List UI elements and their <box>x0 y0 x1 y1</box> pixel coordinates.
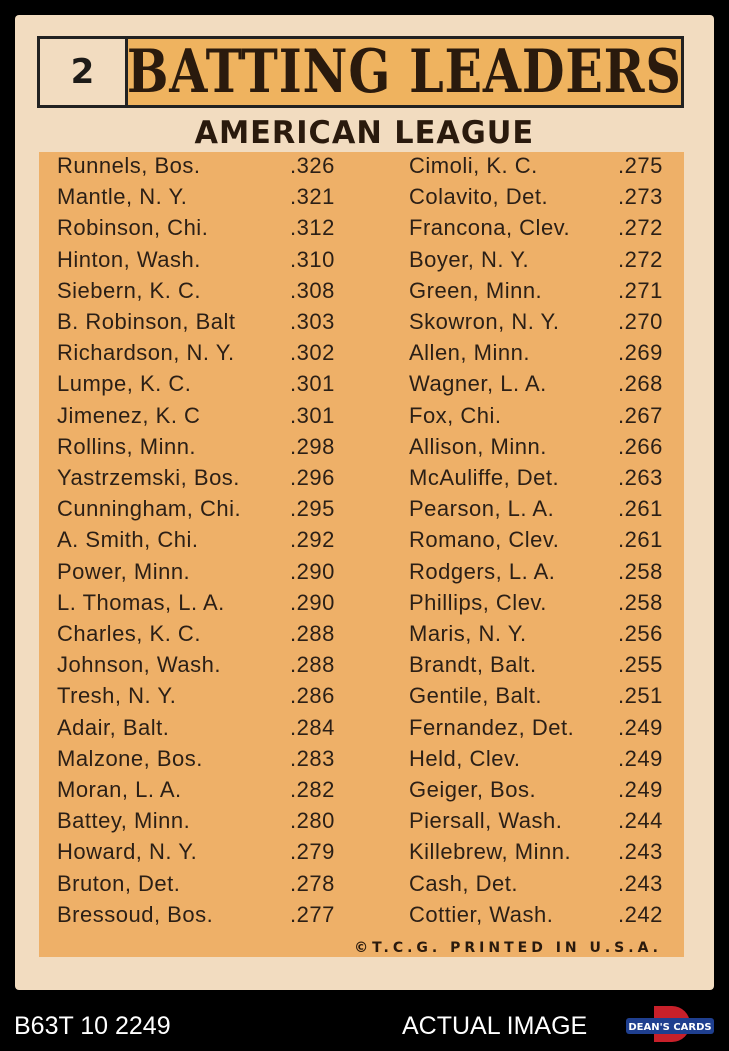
batting-average: .267 <box>618 402 663 428</box>
player-name: Jimenez, K. C <box>57 402 201 428</box>
baseball-card <box>15 15 714 990</box>
batting-average: .261 <box>618 496 663 522</box>
batting-average: .258 <box>618 558 663 584</box>
player-row <box>15 247 714 278</box>
player-name: Romano, Clev. <box>409 527 560 553</box>
player-row <box>15 215 714 246</box>
batting-average: .292 <box>290 527 335 553</box>
player-row <box>15 278 714 309</box>
player-row <box>15 590 714 621</box>
league-subtitle: AMERICAN LEAGUE <box>194 115 535 151</box>
batting-average: .277 <box>290 901 335 927</box>
batting-average: .243 <box>618 870 663 896</box>
player-name: Pearson, L. A. <box>409 496 555 522</box>
player-name: Boyer, N. Y. <box>409 246 530 272</box>
player-row <box>15 746 714 777</box>
batting-average: .288 <box>290 652 335 678</box>
batting-average: .272 <box>618 215 663 241</box>
player-name: Moran, L. A. <box>57 777 182 802</box>
player-row <box>15 777 714 808</box>
player-name: Wagner, L. A. <box>409 371 547 397</box>
player-name: Bressoud, Bos. <box>57 901 214 927</box>
batting-average: .249 <box>618 745 663 771</box>
player-row <box>15 559 714 590</box>
actual-image-caption: ACTUAL IMAGE <box>402 1012 588 1040</box>
player-name: Howard, N. Y. <box>57 839 198 865</box>
batting-average: .278 <box>290 870 335 896</box>
player-name: Maris, N. Y. <box>409 621 527 646</box>
player-name: McAuliffe, Det. <box>409 465 560 490</box>
player-name: Tresh, N. Y. <box>57 683 177 709</box>
batting-average: .243 <box>618 839 663 865</box>
player-name: Rollins, Minn. <box>57 433 197 459</box>
player-name: Hinton, Wash. <box>57 246 201 272</box>
batting-average: .288 <box>290 621 335 646</box>
batting-average: .271 <box>618 277 663 303</box>
player-name: Allen, Minn. <box>409 340 530 366</box>
batting-average: .263 <box>618 465 663 490</box>
batting-average: .298 <box>290 433 335 459</box>
player-name: Francona, Clev. <box>409 215 571 241</box>
batting-average: .249 <box>618 714 663 740</box>
player-row <box>15 715 714 746</box>
batting-average: .251 <box>618 683 663 709</box>
batting-average: .244 <box>618 808 663 834</box>
batting-average: .301 <box>290 402 335 428</box>
batting-average: .326 <box>290 153 335 178</box>
logo-graphic <box>624 1004 716 1046</box>
player-row <box>15 496 714 527</box>
card-id-caption: B63T 10 2249 <box>14 1012 171 1040</box>
player-name: Green, Minn. <box>409 277 543 303</box>
player-name: Phillips, Clev. <box>409 589 547 615</box>
batting-average: .282 <box>290 777 335 802</box>
batting-average: .272 <box>618 246 663 272</box>
deans-cards-logo <box>624 1004 716 1046</box>
player-name: Cunningham, Chi. <box>57 496 242 522</box>
batting-average: .283 <box>290 745 335 771</box>
batting-average: .280 <box>290 808 335 834</box>
copyright-footer: ©T.C.G. PRINTED IN U.S.A. <box>354 940 662 956</box>
player-row <box>15 808 714 839</box>
player-row <box>15 652 714 683</box>
player-name: Robinson, Chi. <box>57 215 209 241</box>
batting-average: .312 <box>290 215 335 241</box>
batting-average: .296 <box>290 465 335 490</box>
player-name: Yastrzemski, Bos. <box>57 465 240 490</box>
player-name: Brandt, Balt. <box>409 652 537 678</box>
player-name: Fox, Chi. <box>409 402 502 428</box>
player-name: Fernandez, Det. <box>409 714 575 740</box>
player-row <box>15 871 714 902</box>
player-row <box>15 621 714 652</box>
player-name: Richardson, N. Y. <box>57 340 235 366</box>
player-row <box>15 371 714 402</box>
player-name: Lumpe, K. C. <box>57 371 192 397</box>
player-name: Piersall, Wash. <box>409 808 563 834</box>
player-row <box>15 340 714 371</box>
player-name: Skowron, N. Y. <box>409 309 560 334</box>
batting-average: .301 <box>290 371 335 397</box>
batting-average: .242 <box>618 901 663 927</box>
player-name: L. Thomas, L. A. <box>57 589 225 615</box>
player-row <box>15 902 714 933</box>
player-name: Siebern, K. C. <box>57 277 201 303</box>
player-row <box>15 465 714 496</box>
batting-average: .308 <box>290 277 335 303</box>
player-name: A. Smith, Chi. <box>57 527 199 553</box>
card-number: 2 <box>40 39 128 105</box>
player-name: Cimoli, K. C. <box>409 153 538 178</box>
player-name: Colavito, Det. <box>409 184 549 210</box>
player-row <box>15 153 714 184</box>
card-title: BATTING LEADERS <box>127 37 682 107</box>
player-name: Bruton, Det. <box>57 870 181 896</box>
player-name: Killebrew, Minn. <box>409 839 572 865</box>
batting-average: .295 <box>290 496 335 522</box>
player-row <box>15 184 714 215</box>
batting-average: .266 <box>618 433 663 459</box>
player-name: Cash, Det. <box>409 870 518 896</box>
batting-average: .273 <box>618 184 663 210</box>
player-name: Runnels, Bos. <box>57 153 201 178</box>
batting-average: .256 <box>618 621 663 646</box>
player-name: Gentile, Balt. <box>409 683 542 709</box>
player-name: Rodgers, L. A. <box>409 558 556 584</box>
batting-average: .279 <box>290 839 335 865</box>
batting-average: .290 <box>290 589 335 615</box>
batting-average: .302 <box>290 340 335 366</box>
player-row <box>15 403 714 434</box>
player-name: Mantle, N. Y. <box>57 184 188 210</box>
player-name: Malzone, Bos. <box>57 745 203 771</box>
batting-average: .255 <box>618 652 663 678</box>
batting-average: .269 <box>618 340 663 366</box>
player-row <box>15 527 714 558</box>
batting-average: .249 <box>618 777 663 802</box>
player-name: Johnson, Wash. <box>57 652 221 678</box>
batting-average: .310 <box>290 246 335 272</box>
player-row <box>15 309 714 340</box>
batting-average: .286 <box>290 683 335 709</box>
batting-average: .261 <box>618 527 663 553</box>
batting-average: .303 <box>290 309 335 334</box>
batting-average: .270 <box>618 309 663 334</box>
batting-average: .284 <box>290 714 335 740</box>
card-title-area <box>128 39 681 105</box>
player-name: Allison, Minn. <box>409 433 547 459</box>
logo-text: DEAN'S CARDS <box>628 1022 712 1033</box>
batting-average: .258 <box>618 589 663 615</box>
player-name: Geiger, Bos. <box>409 777 537 802</box>
batting-average: .321 <box>290 184 335 210</box>
player-name: B. Robinson, Balt <box>57 309 236 334</box>
card-header <box>37 36 684 108</box>
player-name: Adair, Balt. <box>57 714 170 740</box>
batting-average: .268 <box>618 371 663 397</box>
player-row <box>15 683 714 714</box>
player-row <box>15 839 714 870</box>
batting-average: .275 <box>618 153 663 178</box>
player-name: Cottier, Wash. <box>409 901 554 927</box>
player-name: Held, Clev. <box>409 745 521 771</box>
player-name: Battey, Minn. <box>57 808 191 834</box>
batting-average: .290 <box>290 558 335 584</box>
player-row <box>15 434 714 465</box>
player-name: Charles, K. C. <box>57 621 201 646</box>
player-name: Power, Minn. <box>57 558 191 584</box>
